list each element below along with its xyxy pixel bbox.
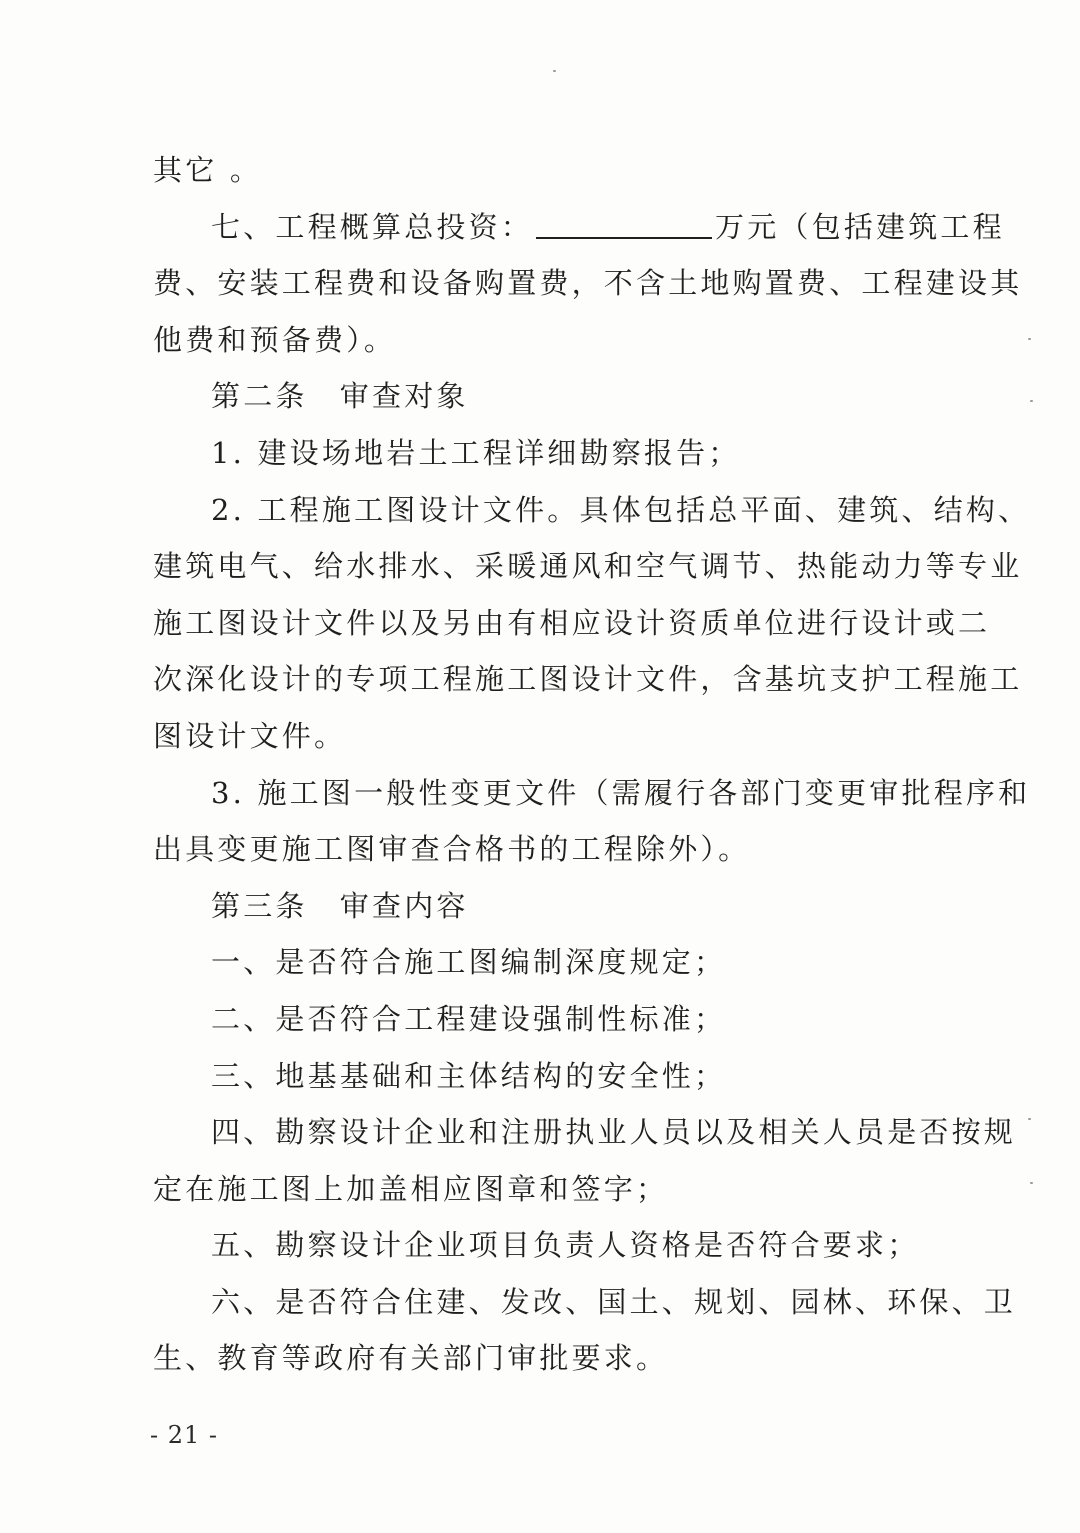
text-line: 出具变更施工图审查合格书的工程除外）。 — [153, 832, 751, 867]
text-line: 2. 工程施工图设计文件。具体包括总平面、建筑、结构、 — [211, 492, 1031, 527]
scan-speck — [1028, 1118, 1031, 1120]
text-line: 定在施工图上加盖相应图章和签字； — [153, 1171, 669, 1206]
text-line: 六、是否符合住建、发改、国土、规划、园林、环保、卫 — [211, 1284, 1017, 1319]
scan-speck — [1030, 400, 1033, 402]
text-line: 三、地基基础和主体结构的安全性； — [211, 1058, 727, 1093]
text-line: 一、是否符合施工图编制深度规定； — [211, 945, 727, 980]
section-heading-review-content: 第三条 审查内容 — [211, 888, 469, 923]
text-line: 建筑电气、给水排水、采暖通风和空气调节、热能动力等专业 — [153, 549, 1023, 584]
investment-unit-text: 万元（包括建筑工程 — [715, 209, 1005, 244]
text-line: 图设计文件。 — [153, 718, 347, 753]
text-line: 施工图设计文件以及另由有相应设计资质单位进行设计或二 — [153, 605, 991, 640]
text-line: 四、勘察设计企业和注册执业人员以及相关人员是否按规 — [211, 1115, 1017, 1150]
text-line: 二、是否符合工程建设强制性标准； — [211, 1001, 727, 1036]
text-line: 他费和预备费）。 — [153, 322, 397, 357]
scan-speck — [1030, 1182, 1033, 1184]
document-body — [153, 142, 1031, 1387]
scan-speck — [553, 70, 556, 72]
scan-speck — [1028, 338, 1031, 340]
text-line-investment — [153, 199, 1005, 256]
section-heading-review-object: 第二条 审查对象 — [211, 379, 469, 414]
text-line: 其它 。 — [153, 153, 263, 187]
text-line: 费、安装工程费和设备购置费，不含土地购置费、工程建设其 — [153, 266, 1023, 301]
investment-label: 七、工程概算总投资： — [211, 209, 534, 244]
investment-blank-field — [536, 209, 712, 239]
text-line: 3. 施工图一般性变更文件（需履行各部门变更审批程序和 — [211, 775, 1031, 810]
page-number: - 21 - — [150, 1421, 219, 1449]
text-line: 生、教育等政府有关部门审批要求。 — [153, 1341, 669, 1376]
text-line: 五、勘察设计企业项目负责人资格是否符合要求； — [211, 1228, 920, 1263]
text-line: 次深化设计的专项工程施工图设计文件，含基坑支护工程施工 — [153, 662, 1023, 697]
text-line: 1. 建设场地岩土工程详细勘察报告； — [211, 435, 741, 470]
